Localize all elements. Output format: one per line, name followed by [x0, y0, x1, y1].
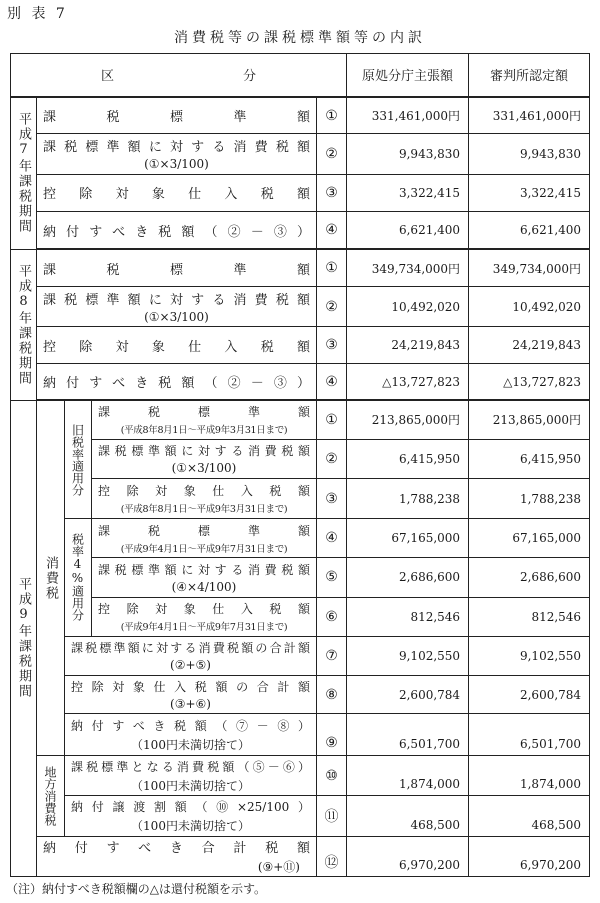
row-item-sub: (①×3/100) — [144, 157, 209, 172]
row-item: 課税標準額 — [98, 523, 310, 538]
table-row — [11, 714, 590, 756]
amount-tribunal: 1,788,238 — [469, 478, 590, 518]
row-item: 納付すべき合計税額 — [43, 841, 310, 857]
row-item: 控除対象仕入税額 — [43, 339, 310, 355]
table-row — [11, 558, 590, 597]
row-number: ③ — [317, 478, 347, 518]
tax-breakdown-table — [10, 53, 590, 877]
row-number: ⑥ — [317, 597, 347, 636]
amount-tribunal: 6,415,950 — [469, 439, 590, 478]
row-item-sub: (①×3/100) — [171, 461, 237, 476]
amount-tribunal: 213,865,000円 — [469, 400, 590, 439]
header-tribunal-finding: 審判所認定額 — [469, 54, 590, 97]
amount-original: 9,102,550 — [347, 636, 469, 675]
row-item: 控除対象仕入税額 — [98, 602, 310, 617]
table-row — [11, 636, 590, 675]
table-row — [11, 796, 590, 836]
amount-original: △13,727,823 — [347, 364, 469, 400]
row-item-sub: （100円未満切捨て） — [131, 737, 250, 752]
row-number: ③ — [317, 174, 347, 211]
table-row — [11, 97, 590, 134]
row-number: ② — [317, 439, 347, 478]
row-item-sub: (④×4/100) — [171, 579, 237, 594]
row-number: ④ — [317, 364, 347, 400]
amount-original: 213,865,000円 — [347, 400, 469, 439]
category-label-shouhi: 消費税 — [37, 400, 65, 756]
amount-tribunal: 812,546 — [469, 597, 590, 636]
amount-original: 6,621,400 — [347, 211, 469, 249]
group-label-new-rate: 税率4%適用分 — [65, 519, 92, 637]
row-item: 課税標準となる消費税額（⑤－⑥） — [71, 759, 310, 774]
row-item: 納付すべき税額（②－③） — [43, 376, 310, 392]
row-number: ② — [317, 287, 347, 327]
row-item-sub: (②+⑤) — [170, 658, 211, 673]
row-item: 課税標準額 — [43, 110, 310, 126]
amount-original: 6,970,200 — [347, 836, 469, 876]
group-label-old-rate: 旧税率適用分 — [65, 400, 92, 519]
amount-tribunal: 6,501,700 — [469, 714, 590, 756]
table-row — [11, 249, 590, 286]
row-item: 控除対象仕入税額の合計額 — [71, 680, 310, 694]
row-number: ⑪ — [317, 796, 347, 836]
row-number: ⑩ — [317, 756, 347, 796]
header-kubun: 区分 — [11, 54, 347, 97]
row-item: 控除対象仕入税額 — [43, 187, 310, 203]
footnote: （注）納付すべき税額欄の△は還付税額を示す。 — [6, 882, 267, 896]
row-item: 課税標準額 — [43, 262, 310, 278]
amount-tribunal: 1,874,000 — [469, 756, 590, 796]
row-item-sub: (平成9年4月1日～平成9年7月31日まで) — [120, 543, 288, 555]
amount-tribunal: 6,970,200 — [469, 836, 590, 876]
amount-original: 3,322,415 — [347, 174, 469, 211]
row-item: 課税標準額に対する消費税額 — [43, 293, 310, 309]
document-title: 消費税等の課税標準額等の内訳 — [174, 30, 426, 46]
table-row — [11, 836, 590, 876]
row-item: 納付譲渡割額（⑩×25/100） — [71, 800, 310, 815]
table-row — [11, 756, 590, 796]
table-row — [11, 675, 590, 713]
table-row — [11, 439, 590, 478]
table-row — [11, 400, 590, 439]
amount-original: 812,546 — [347, 597, 469, 636]
row-number: ② — [317, 134, 347, 174]
table-row — [11, 327, 590, 364]
row-number: ① — [317, 249, 347, 286]
appendix-label: 別 表 7 — [7, 6, 68, 22]
table-row — [11, 287, 590, 327]
table-row — [11, 478, 590, 518]
row-number: ③ — [317, 327, 347, 364]
row-item: 課税標準額 — [98, 405, 310, 420]
row-number: ⑦ — [317, 636, 347, 675]
amount-tribunal: △13,727,823 — [469, 364, 590, 400]
row-number: ① — [317, 400, 347, 439]
amount-tribunal: 3,322,415 — [469, 174, 590, 211]
amount-original: 2,600,784 — [347, 675, 469, 713]
table-row — [11, 134, 590, 174]
amount-tribunal: 468,500 — [469, 796, 590, 836]
amount-original: 6,415,950 — [347, 439, 469, 478]
amount-tribunal: 24,219,843 — [469, 327, 590, 364]
row-item: 納付すべき税額（②－③） — [43, 224, 310, 240]
row-item-sub: (⑨+⑪) — [257, 860, 300, 875]
amount-original: 349,734,000円 — [347, 249, 469, 286]
amount-original: 468,500 — [347, 796, 469, 836]
header-original-claim: 原処分庁主張額 — [347, 54, 469, 97]
amount-original: 24,219,843 — [347, 327, 469, 364]
row-number: ⑫ — [317, 836, 347, 876]
amount-original: 6,501,700 — [347, 714, 469, 756]
row-number: ① — [317, 97, 347, 134]
row-item-sub: (平成8年8月1日～平成9年3月31日まで) — [120, 425, 288, 437]
row-item-sub: （100円未満切捨て） — [131, 778, 250, 793]
row-item-sub: (平成8年8月1日～平成9年3月31日まで) — [120, 504, 288, 516]
period-label-h8: 平成8年課税期間 — [11, 249, 37, 400]
period-label-h7: 平成7年課税期間 — [11, 97, 37, 250]
row-item: 課税標準額に対する消費税額 — [98, 444, 310, 459]
row-number: ④ — [317, 519, 347, 558]
amount-tribunal: 67,165,000 — [469, 519, 590, 558]
row-item-sub: （100円未満切捨て） — [131, 819, 250, 834]
amount-original: 1,788,238 — [347, 478, 469, 518]
row-item: 納付すべき税額（⑦－⑧） — [71, 718, 310, 733]
period-label-h9: 平成9年課税期間 — [11, 400, 37, 876]
category-label-chihou: 地方消費税 — [37, 756, 65, 836]
table-row — [11, 597, 590, 636]
amount-original: 10,492,020 — [347, 287, 469, 327]
table-row — [11, 174, 590, 211]
table-row — [11, 519, 590, 558]
amount-tribunal: 2,600,784 — [469, 675, 590, 713]
row-number: ⑧ — [317, 675, 347, 713]
amount-original: 1,874,000 — [347, 756, 469, 796]
row-item: 課税標準額に対する消費税額の合計額 — [71, 641, 310, 656]
row-item-sub: (③+⑥) — [170, 697, 211, 711]
table-row — [11, 211, 590, 249]
amount-original: 67,165,000 — [347, 519, 469, 558]
row-number: ⑨ — [317, 714, 347, 756]
row-item-sub: (平成9年4月1日～平成9年7月31日まで) — [120, 622, 288, 634]
amount-tribunal: 6,621,400 — [469, 211, 590, 249]
row-item-sub: (①×3/100) — [144, 310, 209, 325]
amount-tribunal: 9,102,550 — [469, 636, 590, 675]
row-item: 課税標準額に対する消費税額 — [43, 140, 310, 156]
amount-tribunal: 10,492,020 — [469, 287, 590, 327]
amount-tribunal: 349,734,000円 — [469, 249, 590, 286]
amount-tribunal: 9,943,830 — [469, 134, 590, 174]
row-number: ④ — [317, 211, 347, 249]
amount-original: 331,461,000円 — [347, 97, 469, 134]
row-item: 課税標準額に対する消費税額 — [98, 562, 310, 577]
table-row — [11, 364, 590, 400]
amount-original: 9,943,830 — [347, 134, 469, 174]
row-number: ⑤ — [317, 558, 347, 597]
amount-original: 2,686,600 — [347, 558, 469, 597]
table-header-row — [11, 54, 590, 97]
row-item: 控除対象仕入税額 — [98, 484, 310, 499]
amount-tribunal: 331,461,000円 — [469, 97, 590, 134]
amount-tribunal: 2,686,600 — [469, 558, 590, 597]
